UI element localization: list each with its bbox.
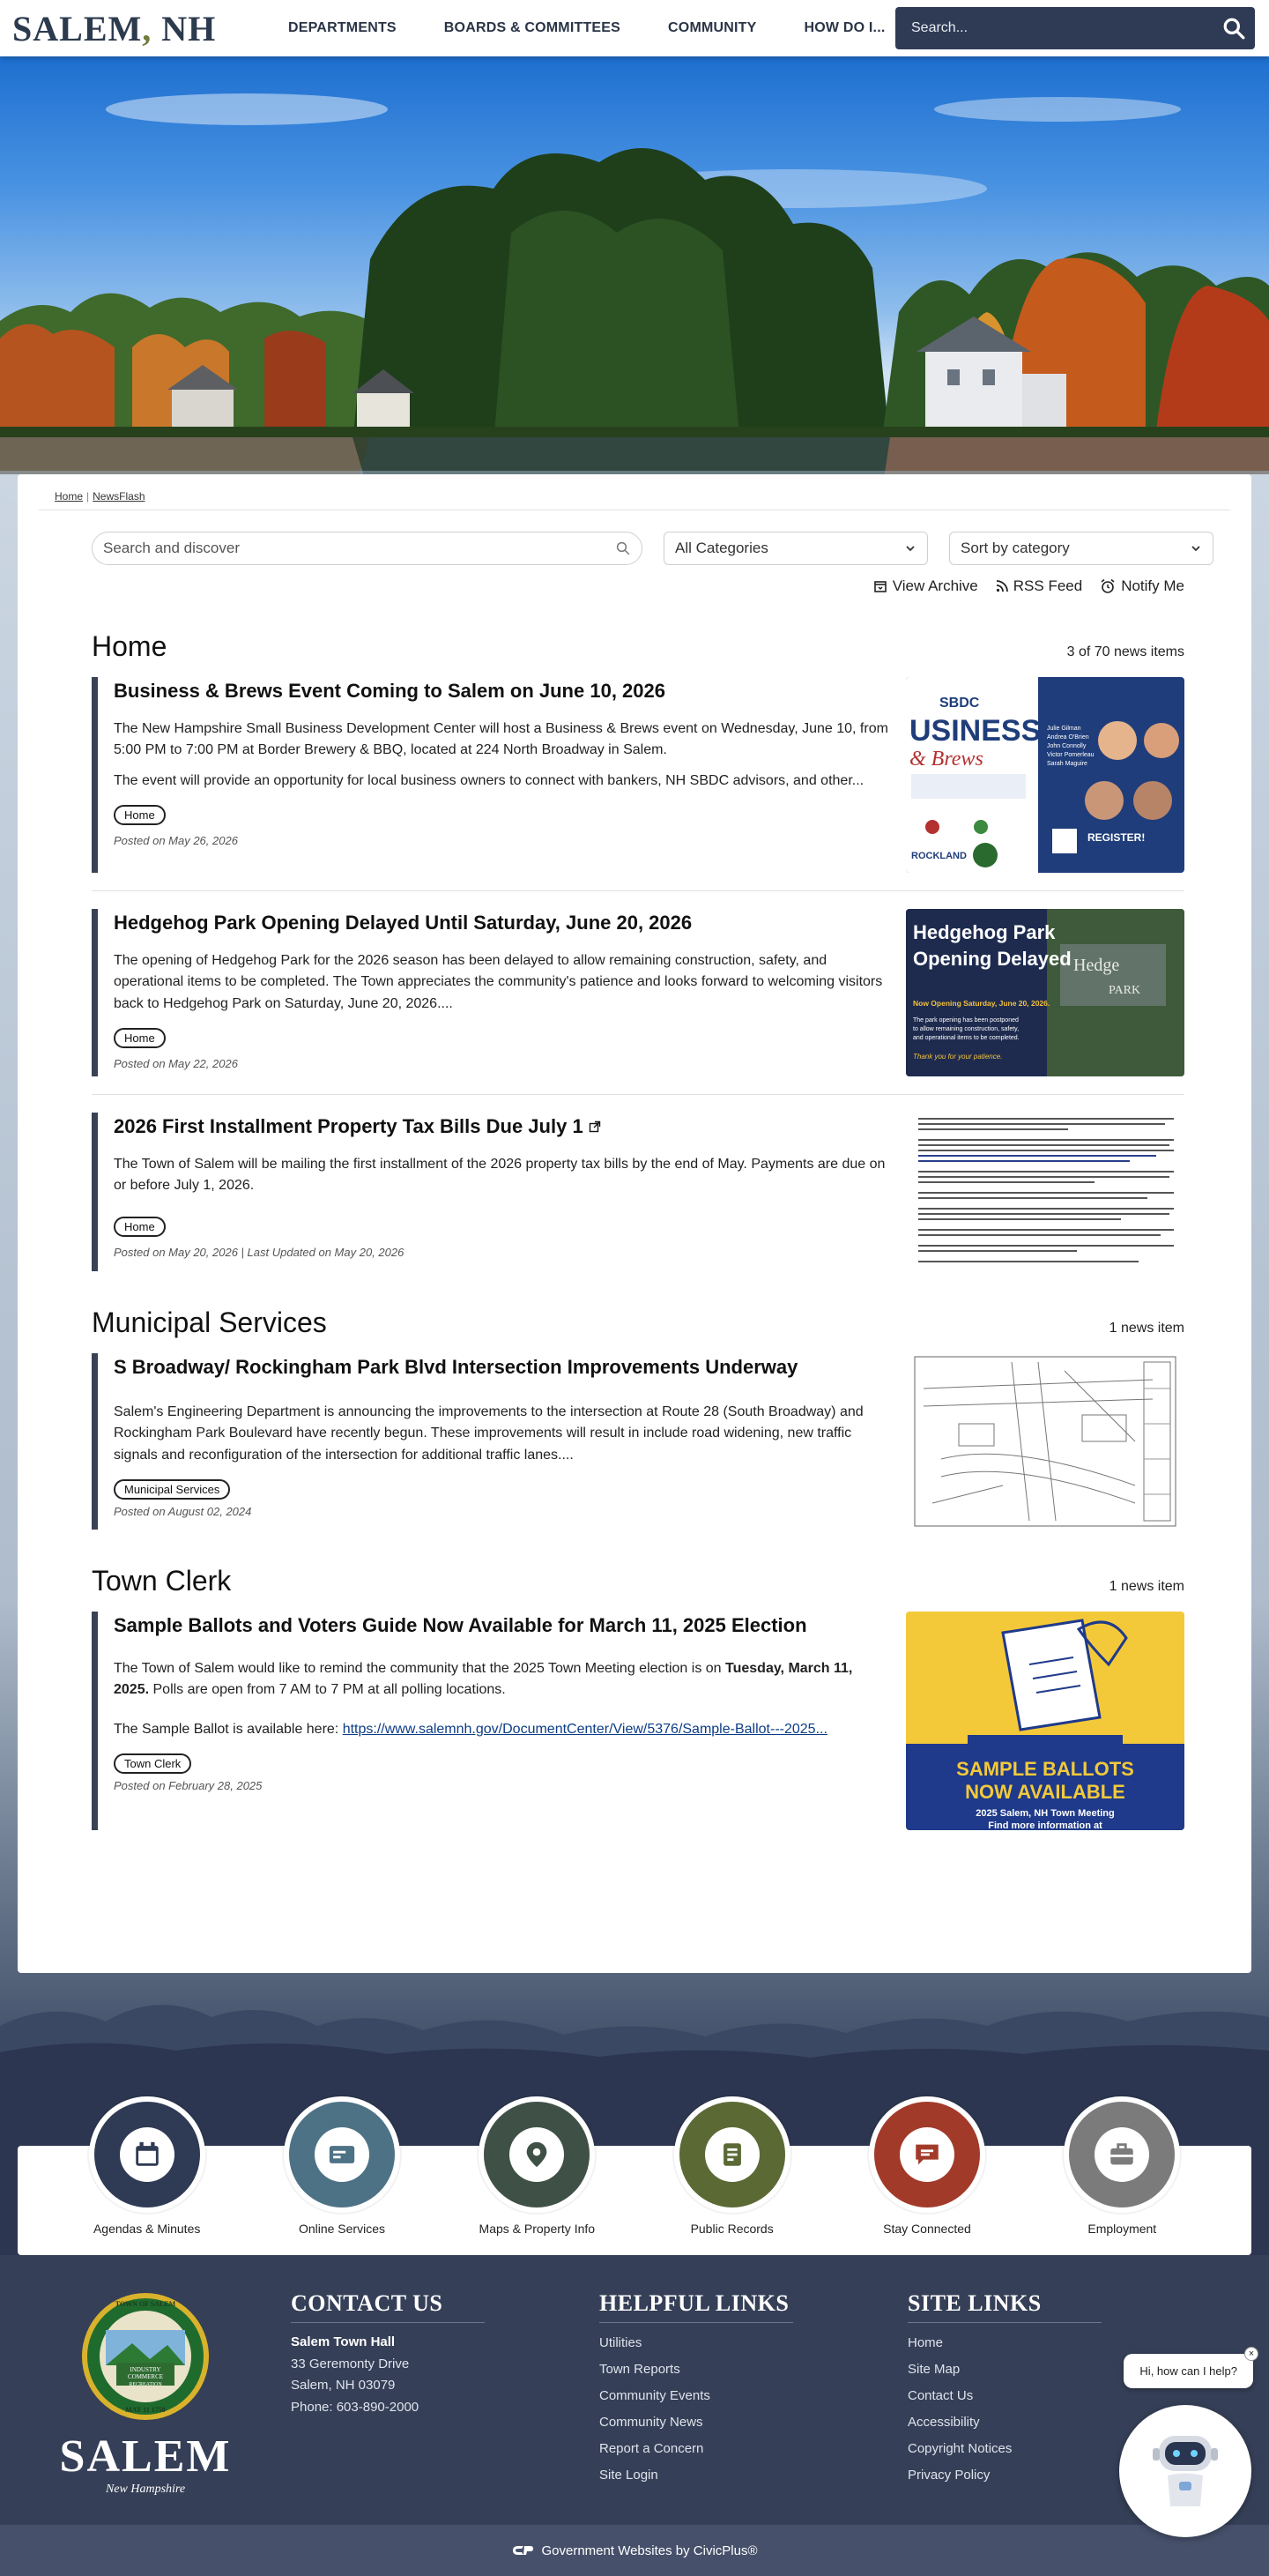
svg-text:John Connolly: John Connolly [1047,743,1087,749]
nav-how-do-i[interactable]: HOW DO I... [804,20,886,35]
svg-text:MAY 11 1750: MAY 11 1750 [125,2406,166,2414]
sample-ballots-flyer [906,1612,1184,1830]
quick-link-label: Agendas & Minutes [93,2222,201,2236]
chat-prompt-text: Hi, how can I help? [1139,2364,1237,2378]
notify-me-label: Notify Me [1121,577,1184,594]
desc-text: The Town of Salem would like to remind the community that the 2025 Town Meeting election is on [114,1660,726,1676]
tax-notice-document [906,1113,1184,1271]
footer-wordmark-sub: New Hampshire [105,2483,186,2496]
quick-link-agendas[interactable] [77,2096,218,2236]
quick-link-label: Employment [1087,2222,1157,2236]
search-icon[interactable] [615,540,631,556]
news-thumbnail[interactable] [906,1353,1184,1530]
chat-prompt-bubble[interactable] [1124,2349,1255,2388]
helpful-links-heading: HELPFUL LINKS [599,2290,793,2323]
news-description: The event will provide an opportunity for local business owners to connect with bankers, NH SBDC advisors, and other... [114,773,865,789]
chatbot-button[interactable] [1119,2405,1251,2537]
footer-link-site-map[interactable]: Site Map [908,2362,961,2377]
close-icon[interactable]: × [1244,2347,1258,2361]
business-brews-flyer [906,677,1184,873]
quick-link-circle [674,2096,790,2213]
svg-text:Andrea O'Brien: Andrea O'Brien [1047,734,1089,741]
contact-address: 33 Geremonty Drive [291,2356,410,2371]
category-select[interactable] [664,532,928,565]
posted-date: Posted on August 02, 2024 [114,1504,252,1518]
nav-departments[interactable]: DEPARTMENTS [288,20,397,35]
footer-link-site-login[interactable]: Site Login [599,2468,658,2483]
document-icon [705,2127,760,2182]
flyer-line1: SAMPLE BALLOTS [956,1758,1134,1780]
rss-icon [996,580,1008,592]
news-thumbnail[interactable] [906,677,1184,873]
flyer-line4: Find more information at [988,1820,1102,1830]
site-links-heading: SITE LINKS [908,2290,1102,2323]
chat-icon [900,2127,954,2182]
nav-community[interactable]: COMMUNITY [668,20,757,35]
hero-lake-image [0,56,1269,497]
posted-date: Posted on May 26, 2026 [114,833,238,847]
news-section-home [92,630,1184,1271]
news-search-placeholder: Search and discover [103,540,240,556]
news-description: The New Hampshire Small Business Development Center will host a Business & Brews event on Wednesday, June 10, from 5:00 PM to 7:00 PM at Border Brewery & BBQ, located at 224 North Broadway in Salem. [114,720,888,758]
quick-link-label: Maps & Property Info [479,2222,596,2236]
news-section-municipal-services [92,1307,1184,1530]
news-title-link[interactable]: Hedgehog Park Opening Delayed Until Saturday, June 20, 2026 [114,912,693,934]
site-search-input[interactable] [911,20,1213,36]
flyer-sponsor: ROCKLAND [911,851,967,861]
intersection-plan-drawing [906,1353,1184,1530]
flyer-sub: & Brews [909,748,983,771]
svg-text:Julie Gilman: Julie Gilman [1047,726,1081,732]
quick-link-label: Stay Connected [883,2222,971,2236]
civicplus-credit-link[interactable]: Government Websites by CivicPlus® [541,2542,758,2558]
news-description: Salem's Engineering Department is announcing the improvements to the intersection at Route 28 (South Broadway) and Rockingham Park Boulevard have recently begun. These improvements will result in include road widening, new traffic signals and reconfiguration of the intersection for additional traffic lanes.... [114,1403,864,1463]
news-filters [92,532,1230,565]
flyer-line3: 2025 Salem, NH Town Meeting [976,1808,1115,1819]
sort-select-value: Sort by category [961,540,1070,556]
svg-text:INDUSTRY: INDUSTRY [130,2366,161,2373]
section-count: 3 of 70 news items [1066,644,1184,659]
quick-link-label: Online Services [298,2222,385,2236]
news-title-text: 2026 First Installment Property Tax Bills Due July 1 [114,1115,583,1137]
news-item [92,1113,1184,1271]
search-icon[interactable] [1213,7,1255,49]
sample-ballot-link[interactable]: https://www.salemnh.gov/DocumentCenter/View/5376/Sample-Ballot---2025... [342,1722,827,1738]
flyer-line3: Now Opening Saturday, June 20, 2026. [913,999,1050,1008]
calendar-icon [120,2127,174,2182]
desc-text: Polls are open from 7 AM to 7 PM at all polling locations. [149,1682,506,1698]
footer-link-town-reports[interactable]: Town Reports [599,2362,680,2377]
external-link-icon [589,1120,601,1133]
svg-text:and operational items to be co: and operational items to be completed. [913,1035,1020,1041]
footer-link-contact-us[interactable]: Contact Us [908,2388,974,2403]
hedgehog-park-flyer [906,909,1184,1076]
desc-text: The Sample Ballot is available here: [114,1722,343,1738]
news-item [92,677,1184,873]
news-thumbnail[interactable] [906,1612,1184,1830]
footer-link-accessibility[interactable]: Accessibility [908,2415,980,2430]
section-title: Town Clerk [92,1565,232,1597]
news-description [114,1719,888,1741]
news-title-link[interactable]: S Broadway/ Rockingham Park Blvd Intersection Improvements Underway [114,1356,798,1378]
svg-text:TOWN OF SALEM: TOWN OF SALEM [115,2300,176,2308]
footer-link-community-events[interactable]: Community Events [599,2388,710,2403]
site-search [895,7,1255,49]
quick-link-circle [869,2096,985,2213]
footer-link-community-news[interactable]: Community News [599,2415,703,2430]
footer-logo[interactable] [0,2290,291,2497]
archive-icon [873,579,887,593]
town-seal [79,2290,212,2423]
notify-me-link[interactable] [1100,577,1184,595]
news-title-link[interactable]: Business & Brews Event Coming to Salem on June 10, 2026 [114,680,665,702]
breadcrumb-newsflash[interactable]: NewsFlash [93,490,145,503]
news-description: The Town of Salem will be mailing the first installment of the 2026 property tax bills by the end of May. Payments are due on or before July 1, 2026. [114,1156,886,1194]
category-select-value: All Categories [675,540,768,556]
flyer-line2: Opening Delayed [913,948,1072,970]
park-sign: Hedge [1073,956,1120,975]
category-tag[interactable]: Municipal Services [114,1479,230,1500]
card-icon [315,2127,369,2182]
quick-link-employment[interactable] [1051,2096,1192,2236]
helpful-links-column [599,2290,908,2497]
page-background [0,474,1269,2079]
quick-link-circle [1064,2096,1180,2213]
section-title: Home [92,630,167,662]
contact-phone[interactable]: Phone: 603-890-2000 [291,2399,419,2415]
view-archive-link[interactable] [873,577,978,595]
svg-text:RECREATION: RECREATION [129,2382,162,2387]
svg-text:to allow remaining constructio: to allow remaining construction, safety, [913,1026,1020,1032]
flyer-cta: REGISTER! [1087,831,1146,844]
svg-text:COMMERCE: COMMERCE [127,2373,164,2380]
posted-date: Posted on May 20, 2026 | Last Updated on May 20, 2026 [114,1246,404,1260]
section-count: 1 news item [1109,1579,1184,1594]
alarm-clock-icon [1100,578,1116,594]
quick-links [18,2146,1251,2255]
footer-wordmark: SALEM [59,2431,232,2482]
sort-select[interactable] [949,532,1213,565]
news-description: The opening of Hedgehog Park for the 2026 season has been delayed to allow remaining construction, safety, and operational items to be completed. The Town appreciates the community's patience and looks forward to welcoming visitors back to Hedgehog Park on Saturday, June 20, 2026.... [114,952,883,1012]
news-title-link[interactable] [114,1114,888,1140]
posted-date: Posted on February 28, 2025 [114,1778,263,1792]
category-tag[interactable]: Home [114,1028,166,1048]
svg-text:Sarah Maguire: Sarah Maguire [1047,761,1087,767]
quick-links-band [0,2079,1269,2255]
footer-link-copyright[interactable]: Copyright Notices [908,2441,1013,2456]
flyer-headline: USINESS [909,714,1042,748]
news-item [92,909,1184,1076]
svg-text:Victor Pomerleau: Victor Pomerleau [1047,752,1095,758]
breadcrumb: Home | NewsFlash [39,490,1230,510]
svg-text:The park opening has been post: The park opening has been postponed [913,1017,1019,1024]
robot-icon [1146,2427,1225,2515]
news-thumbnail[interactable] [906,1113,1184,1271]
news-search-input[interactable] [92,532,642,565]
election-date: Tuesday, March 11, 2025. [114,1660,853,1698]
quick-link-circle [89,2096,205,2213]
contact-us-column [291,2290,599,2497]
park-sign-2: PARK [1109,984,1141,997]
news-title-link[interactable]: Sample Ballots and Voters Guide Now Available for March 11, 2025 Election [114,1614,807,1636]
flyer-brand: SBDC [939,696,980,711]
map-pin-icon [509,2127,564,2182]
chevron-down-icon [904,542,916,555]
quick-link-label: Public Records [690,2222,774,2236]
news-section-town-clerk [92,1565,1184,1830]
news-item [92,1353,1184,1530]
category-tag[interactable]: Town Clerk [114,1753,191,1774]
footer-link-privacy[interactable]: Privacy Policy [908,2468,991,2483]
flyer-line1: Hedgehog Park [913,921,1056,943]
site-footer [0,2255,1269,2525]
news-thumbnail[interactable] [906,909,1184,1076]
rss-feed-label: RSS Feed [1013,577,1083,594]
view-archive-label: View Archive [892,577,978,594]
footer-link-utilities[interactable]: Utilities [599,2335,642,2350]
flyer-line5: Thank you for your patience. [913,1053,1003,1061]
footer-link-report-concern[interactable]: Report a Concern [599,2441,704,2456]
news-description [114,1658,888,1702]
footer-link-home[interactable]: Home [908,2335,944,2350]
quick-link-public-records[interactable] [662,2096,803,2236]
quick-link-online-services[interactable] [271,2096,412,2236]
news-content-card [18,474,1251,1973]
category-tag[interactable]: Home [114,805,166,825]
site-logo[interactable]: SALEM, NH [12,8,217,48]
contact-city: Salem, NH 03079 [291,2378,396,2393]
quick-link-maps[interactable] [466,2096,607,2236]
feed-links [39,577,1184,595]
section-title: Municipal Services [92,1307,327,1338]
flyer-line2: NOW AVAILABLE [965,1781,1125,1803]
nav-boards-committees[interactable]: BOARDS & COMMITTEES [443,20,621,35]
contact-name: Salem Town Hall [291,2334,396,2349]
category-tag[interactable]: Home [114,1217,166,1237]
contact-us-heading: CONTACT US [291,2290,485,2323]
section-count: 1 news item [1109,1321,1184,1336]
footer-credit-bar [0,2525,1269,2576]
site-header [0,0,1269,56]
hero-banner [0,56,1269,497]
posted-date: Posted on May 22, 2026 [114,1056,238,1070]
forest-silhouette [0,1973,1269,2079]
rss-feed-link[interactable] [996,577,1082,595]
news-item [92,1612,1184,1830]
quick-link-circle [284,2096,400,2213]
main-nav [264,20,909,36]
breadcrumb-home[interactable]: Home [55,490,84,503]
chevron-down-icon [1190,542,1202,555]
quick-link-stay-connected[interactable] [857,2096,998,2236]
quick-link-circle [479,2096,595,2213]
briefcase-icon [1095,2127,1149,2182]
civicplus-logo-icon [511,2544,534,2557]
